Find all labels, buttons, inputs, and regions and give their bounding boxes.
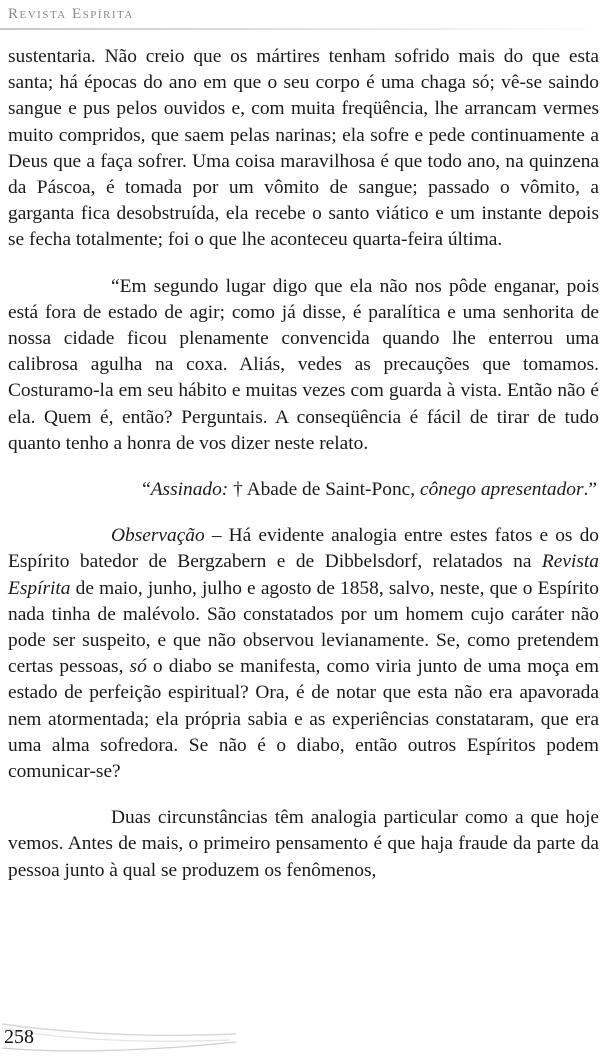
signature-close: .”	[583, 479, 597, 501]
page-number: 258	[4, 1026, 34, 1048]
paragraph-observation	[8, 523, 599, 785]
observation-text-2: de maio, junho, julho e agosto de 1858, salvo, neste, que o Espírito nada tinha de malévolo. São constatados por um homem cujo caráter não pode ser suspeito, e que não observou levianamente. Se, como pretendem certas pessoas,	[8, 577, 599, 678]
footer-swoosh-ornament	[0, 1018, 240, 1056]
page-body	[8, 44, 599, 884]
observation-text-1: – Há evidente analogia entre estes fatos e os do Espírito batedor de Bergzabern e de Dibbelsdorf, relatados na	[8, 525, 599, 573]
signature-line	[8, 477, 599, 503]
paragraph-circumstances: Duas circunstâncias têm analogia particular como a que hoje vemos. Antes de mais, o primeiro pensamento é que haja fraude da parte da pessoa junto à qual se produzem os fenômenos,	[8, 807, 599, 881]
signature-title: cônego apresentador	[419, 479, 584, 501]
signature-open-quote: “	[142, 479, 151, 501]
header-divider	[0, 28, 607, 30]
paragraph-continuation: sustentaria. Não creio que os mártires tenham sofrido mais do que esta santa; há épocas do ano em que o seu corpo é uma chaga só; vê-se saindo sangue e pus pelos ouvidos e, com muita freqüência, lhe arrancam vermes muito compridos, que saem pelas narinas; ela sofre e pede continuamente a Deus que a faça sofrer. Uma coisa maravilhosa é que todo ano, na quinzena da Páscoa, é tomada por um vômito de sangue; passado o vômito, a garganta fica desobstruída, ela recebe o santo viático e um instante depois se fecha totalmente; foi o que lhe aconteceu quarta-feira última.	[8, 46, 599, 251]
running-header: Revista Espírita	[8, 6, 134, 22]
journal-title: Revista Espírita	[8, 551, 599, 599]
signature-label: Assinado:	[150, 479, 229, 501]
observation-text-3: o diabo se manifesta, como viria junto de uma moça em estado de perfeição espiritual? Ora, é de notar que esta não era apavorada nem atormentada; ela própria sabia e as experiências constataram, que era uma alma sofredora. Se não é o diabo, então outros Espíritos podem comunicar-se?	[8, 656, 599, 783]
signature-name: † Abade de Saint-Ponc,	[228, 479, 420, 501]
emphasis-only: só	[129, 656, 147, 678]
observation-label: Observação	[111, 525, 205, 547]
paragraph-quote: “Em segundo lugar digo que ela não nos pôde enganar, pois está fora de estado de agir; como já disse, é paralítica e uma senhorita de nossa cidade ficou plenamente convencida quando lhe enterrou uma calibrosa agulha na coxa. Aliás, vedes as precauções que tomamos. Costuramo-la em seu hábito e muitas vezes com guarda à vista. Então não é ela. Quem é, então? Perguntais. A conseqüência é fácil de tirar de tudo quanto tenho a honra de vos dizer neste relato.	[8, 275, 599, 454]
